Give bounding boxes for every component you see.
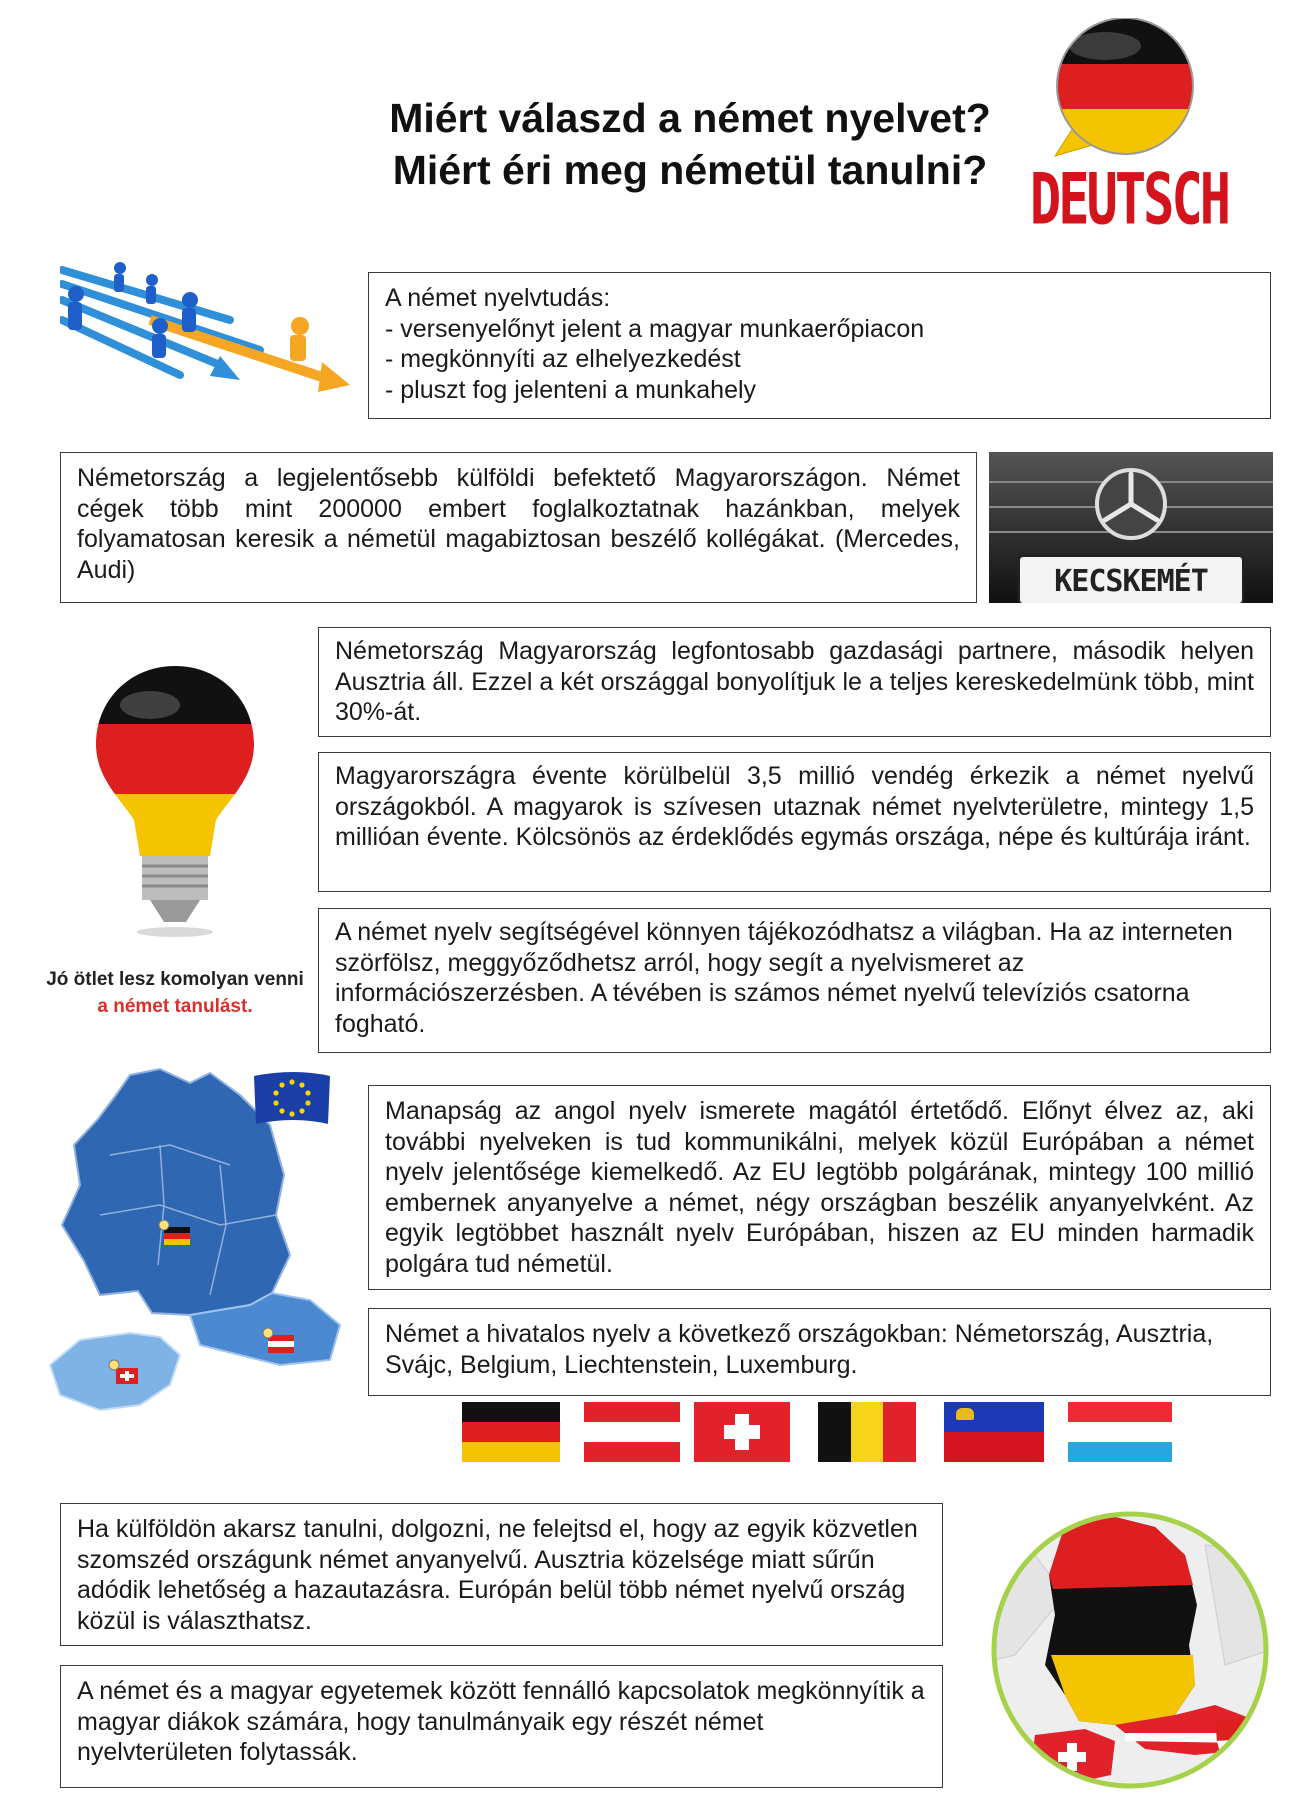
page-title (260, 92, 1120, 196)
skills-item: - pluszt fog jelenteni a munkahely (385, 375, 757, 404)
investor-text: Németország a legjelentősebb külföldi befektető Magyarországon. Német cégek több mint 200000 embert foglalkoztatnak hazánkban, melyek folyamatosan keresik a németül magabiztosan beszélő kollégákat. (Mercedes, Audi) (77, 464, 960, 584)
eu-language-box (368, 1085, 1271, 1290)
information-box (318, 908, 1271, 1053)
investor-box (60, 452, 977, 603)
title-line-2: Miért éri meg németül tanulni? (392, 147, 988, 193)
license-plate-text: KECSKEMÉT (1054, 564, 1208, 599)
information-text: A német nyelv segítségével könnyen tájékozódhatsz a világban. Ha az interneten szörfölsz, meggyőződhetsz arról, hogy segít a nyelvismeret az információszerzésben. A tévében is számos német nyelvű televíziós csatorna fogható. (335, 918, 1233, 1038)
german-lightbulb-illustration (90, 660, 260, 940)
deutsch-logo-text: DEUTSCH (1029, 160, 1229, 241)
deutsch-logo (1025, 18, 1235, 241)
german-speech-bubble-icon (1025, 18, 1235, 158)
mercedes-car-photo (989, 452, 1273, 603)
skills-box (368, 272, 1271, 419)
eu-flag (250, 1068, 334, 1130)
german-speaking-countries-map (975, 1505, 1285, 1795)
skills-item: - megkönnyíti az elhelyezkedést (385, 345, 741, 373)
austria-flag (584, 1402, 680, 1462)
universities-text: A német és a magyar egyetemek között fennálló kapcsolatok megkönnyítik a magyar diákok számára, hogy tanulmányaik egy részét német nyelvterületen folytassák. (77, 1677, 925, 1766)
study-abroad-text: Ha külföldön akarsz tanulni, dolgozni, ne felejtsd el, hogy az egyik közvetlen szomszéd országunk német anyanyelvű. Ausztria közelsége miatt sűrűn adódik lehetőség a hazautazásra. Európán belül több német nyelvű ország közül is választhatsz. (77, 1515, 918, 1635)
bulb-caption-line-1: Jó ötlet lesz komolyan venni (46, 969, 304, 990)
tourism-box (318, 752, 1271, 892)
eu-language-text: Manapság az angol nyelv ismerete magától értetődő. Előnyt élvez az, aki további nyelveken is tud kommunikálni, melyek közül Európában a német nyelv jelentősége kiemelkedő. Az EU legtöbb polgárának, mintegy 100 millió embernek anyanyelve a német, négy országban beszélik anyanyelvként. Az egyik legtöbbet használt nyelv Európában, hiszen az EU minden harmadik polgára tud németül. (385, 1097, 1254, 1278)
skills-heading: A német nyelvtudás: (385, 284, 611, 312)
luxembourg-flag (1068, 1402, 1172, 1462)
official-countries-text: Német a hivatalos nyelv a következő országokban: Németország, Ausztria, Svájc, Belgium, Liechtenstein, Luxemburg. (385, 1320, 1214, 1379)
study-abroad-box (60, 1503, 943, 1646)
belgium-flag (818, 1402, 916, 1462)
official-countries-box (368, 1308, 1271, 1396)
bulb-caption (30, 966, 320, 1020)
title-line-1: Miért válaszd a német nyelvet? (389, 95, 991, 141)
skills-item: - versenyelőnyt jelent a magyar munkaerőpiacon (385, 314, 925, 343)
liechtenstein-flag (944, 1402, 1044, 1462)
tourism-text: Magyarországra évente körülbelül 3,5 millió vendég érkezik a német nyelvű országokból. A magyarok is szívesen utaznak német nyelvterületre, mintegy 1,5 millióan évente. Kölcsönös az érdeklődés egymás országa, népe és kultúrája iránt. (335, 762, 1254, 851)
germany-flag (462, 1402, 560, 1462)
bulb-caption-line-2: a német tanulást. (97, 996, 253, 1017)
partner-text: Németország Magyarország legfontosabb gazdasági partnere, második helyen Ausztria áll. Ezzel a két országgal bonyolítjuk le a teljes kereskedelmünk több, mint 30%-át. (335, 637, 1254, 726)
partner-box (318, 627, 1271, 737)
switzerland-flag (694, 1402, 790, 1462)
universities-box (60, 1665, 943, 1788)
runners-illustration (60, 250, 350, 400)
